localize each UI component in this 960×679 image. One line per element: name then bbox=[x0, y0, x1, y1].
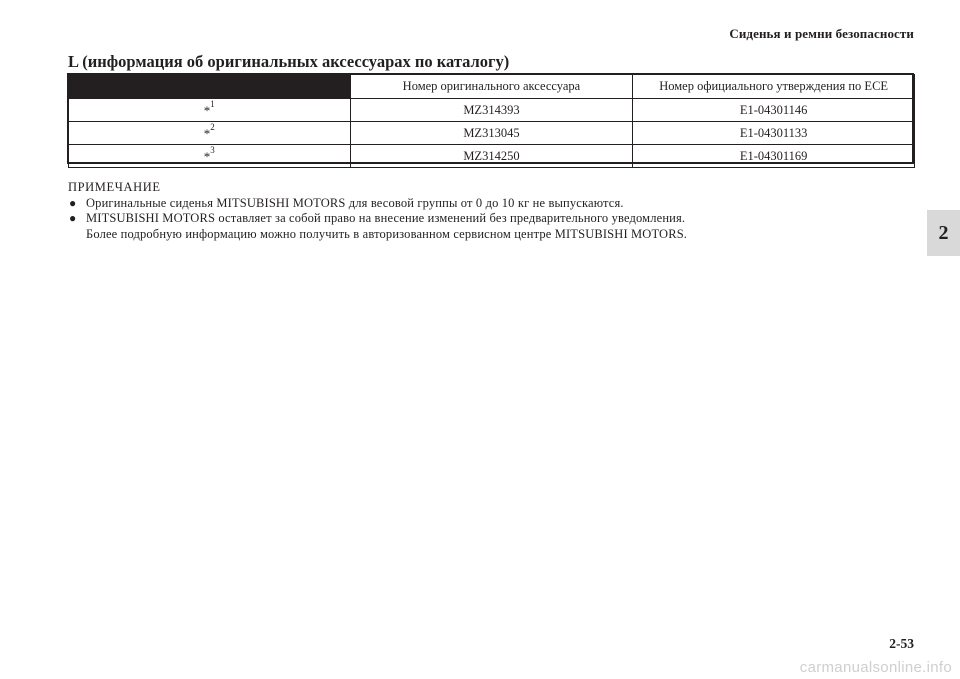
watermark: carmanualsonline.info bbox=[799, 659, 952, 676]
note-text: Оригинальные сиденья MITSUBISHI MOTORS для весовой группы от 0 до 10 кг не выпускаются. bbox=[86, 195, 624, 210]
row-part-number: MZ314393 bbox=[350, 99, 633, 122]
row-ece-number: E1-04301133 bbox=[633, 122, 915, 145]
table-header-part-number: Номер оригинального аксессуара bbox=[350, 75, 633, 99]
row-part-number: MZ314250 bbox=[350, 145, 633, 168]
table-row bbox=[69, 99, 915, 122]
running-header: Сиденья и ремни безопасности bbox=[729, 26, 914, 41]
table-header-ece-number: Номер официального утверждения по ECE bbox=[633, 75, 915, 99]
note-continuation-text: Более подробную информацию можно получить в авторизованном сервисном центре MITSUBISHI MOTORS. bbox=[86, 226, 688, 241]
note-heading: ПРИМЕЧАНИЕ bbox=[68, 180, 161, 194]
chapter-tab: 2 bbox=[927, 210, 960, 256]
note-block bbox=[68, 180, 868, 242]
table-header-row bbox=[69, 75, 915, 99]
bullet-icon: ● bbox=[69, 211, 77, 225]
row-mark: *$^3$ bbox=[69, 145, 351, 168]
note-item bbox=[68, 196, 868, 212]
table-row bbox=[69, 122, 915, 145]
bullet-icon: ● bbox=[69, 195, 77, 210]
table-header-blank bbox=[69, 75, 351, 99]
row-mark: *$^2$ bbox=[69, 122, 351, 145]
row-ece-number: E1-04301169 bbox=[633, 145, 915, 168]
row-mark: *$^1$ bbox=[69, 99, 351, 122]
note-item bbox=[68, 211, 868, 227]
row-ece-number: E1-04301146 bbox=[633, 99, 915, 122]
row-part-number: MZ313045 bbox=[350, 122, 633, 145]
section-title: L (информация об оригинальных аксессуарах по каталогу) bbox=[68, 52, 510, 71]
note-text: MITSUBISHI MOTORS оставляет за собой право на внесение изменений без предварительного уведомления. bbox=[86, 211, 686, 225]
table-row bbox=[69, 145, 915, 168]
page-number: 2-53 bbox=[889, 636, 914, 651]
accessory-table bbox=[68, 74, 915, 168]
note-continuation bbox=[68, 227, 868, 243]
